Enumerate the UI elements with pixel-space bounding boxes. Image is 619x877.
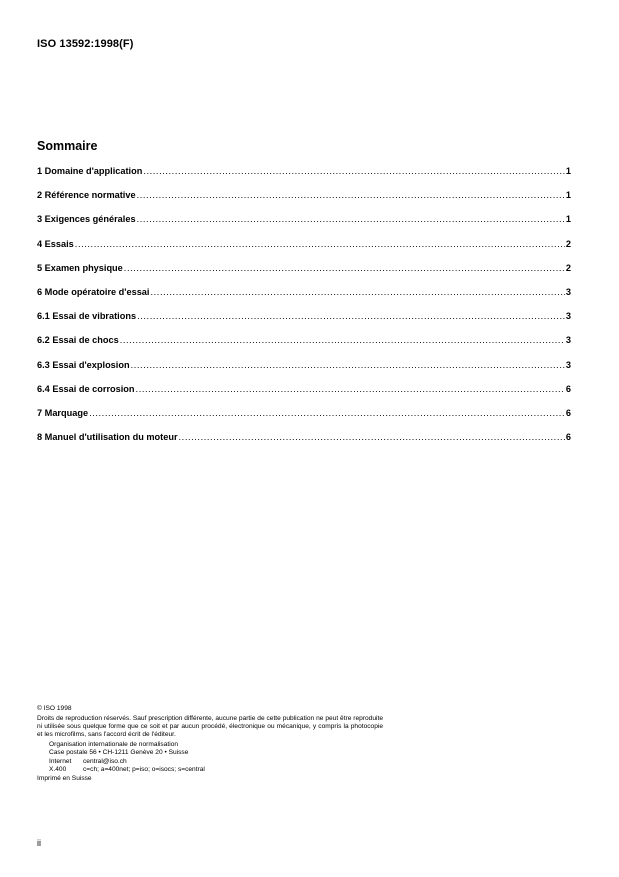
toc-title: Sommaire [37,139,98,153]
toc-dot-leader [120,335,565,345]
toc-entry-page: 1 [565,166,571,176]
toc-dot-leader [89,408,565,418]
internet-email[interactable]: central@iso.ch [83,757,127,765]
toc-entry-6-4[interactable] [37,384,571,408]
copyright-line: © ISO 1998 [37,705,72,712]
toc-entry-label: 7 Marquage [37,407,89,418]
toc-entry-page: 2 [565,262,571,273]
toc-dot-leader [131,360,565,370]
toc-entry-6[interactable] [37,287,571,311]
copyright-block [37,705,383,783]
toc-entry-7[interactable] [37,408,571,432]
toc-dot-leader [179,432,565,442]
toc-entry-label: 8 Manuel d'utilisation du moteur [37,432,178,443]
toc-entry-page: 6 [565,407,571,418]
toc-entry-6-3[interactable] [37,360,571,384]
toc-entry-5[interactable] [37,263,571,287]
table-of-contents [37,166,571,456]
toc-entry-page: 3 [565,359,571,370]
toc-entry-label: 1 Domaine d'application [37,166,143,176]
toc-entry-page: 6 [565,383,571,394]
toc-entry-page: 1 [565,190,571,201]
toc-dot-leader [137,214,565,224]
copyright-notice: Droits de reproduction réservés. Sauf prescription différente, aucune partie de cette publication ne peut être reproduite ni utilisée sous quelque forme que ce soit et par aucun procédé, électronique ou mécanique, y compris la photocopie et les microfilms, sans l'accord écrit de l'éditeur. [37,715,383,739]
toc-entry-page: 1 [565,214,571,225]
toc-entry-label: 3 Exigences générales [37,214,136,225]
toc-entry-label: 6.1 Essai de vibrations [37,311,137,322]
toc-entry-4[interactable] [37,239,571,263]
toc-dot-leader [137,190,565,200]
x400-row [49,766,383,774]
toc-dot-leader [137,311,565,321]
publisher-address [37,741,383,773]
toc-entry-8[interactable] [37,432,571,456]
internet-label: Internet [49,757,72,765]
x400-address: c=ch; a=400net; p=iso; o=isocs; s=central [83,765,205,773]
toc-entry-3[interactable] [37,214,571,238]
toc-dot-leader [150,287,564,297]
toc-entry-label: 6.4 Essai de corrosion [37,383,135,394]
toc-entry-page: 6 [565,432,571,443]
toc-entry-label: 6.2 Essai de chocs [37,335,119,346]
toc-entry-label: 4 Essais [37,238,74,249]
toc-entry-6-1[interactable] [37,311,571,335]
x400-label: X.400 [49,765,67,773]
toc-dot-leader [143,166,565,176]
toc-entry-label: 5 Examen physique [37,262,123,273]
toc-entry-label: 6.3 Essai d'explosion [37,359,130,370]
document-id: ISO 13592:1998(F) [37,38,134,50]
toc-entry-page: 3 [565,335,571,346]
toc-dot-leader [75,239,565,249]
organisation-name: Organisation internationale de normalisation [49,741,179,749]
toc-entry-label: 6 Mode opératoire d'essai [37,286,150,297]
toc-entry-label: 2 Référence normative [37,190,136,201]
internet-row [49,758,383,766]
toc-dot-leader [124,263,565,273]
page-number: ii [37,838,41,848]
toc-entry-page: 3 [565,311,571,322]
toc-entry-page: 2 [565,238,571,249]
toc-entry-1[interactable] [37,166,571,190]
toc-dot-leader [136,384,565,394]
printed-in: Imprimé en Suisse [37,774,92,782]
toc-entry-page: 3 [565,286,571,297]
postal-address: Case postale 56 • CH-1211 Genève 20 • Suisse [49,749,189,757]
toc-entry-6-2[interactable] [37,335,571,359]
toc-entry-2[interactable] [37,190,571,214]
